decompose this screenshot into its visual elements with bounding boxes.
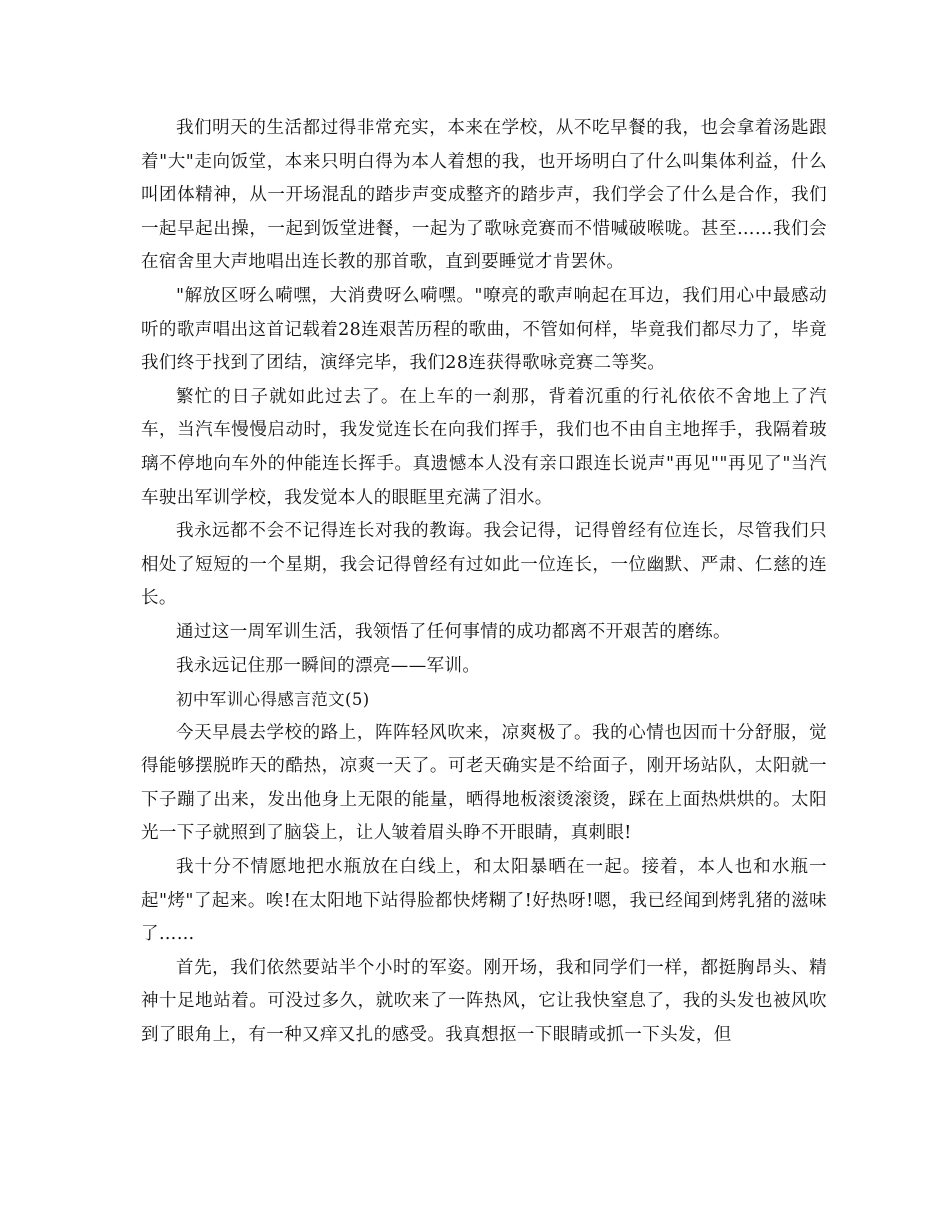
paragraph-commander-memory: 我永远都不会不记得连长对我的教诲。我会记得，记得曾经有位连长，尽管我们只相处了短短的一个星期，我会记得曾经有过如此一位连长，一位幽默、严肃、仁慈的连长。	[141, 521, 827, 609]
paragraph-farewell: 繁忙的日子就如此过去了。在上车的一刹那，背着沉重的行礼依依不舍地上了汽车，当汽车慢慢启动时，我发觉连长在向我们挥手，我们也不由自主地挥手，我隔着玻璃不停地向车外的仲能连长挥手。真遗憾本人没有亲口跟连长说声"再见""再见了"当汽车驶出军训学校，我发觉本人的眼眶里充满了泪水。	[141, 386, 827, 508]
paragraph-remember: 我永远记住那一瞬间的漂亮——军训。	[176, 655, 481, 676]
section-subtitle: 初中军训心得感言范文(5)	[176, 690, 370, 710]
paragraph-song-contest: "解放区呀么嗬嘿，大消费呀么嗬嘿。"嘹亮的歌声响起在耳边，我们用心中最感动听的歌声唱出这首记载着28连艰苦历程的歌曲，不管如何样，毕竟我们都尽力了，毕竟我们终于找到了团结，演绎完毕，我们28连获得歌咏竞赛二等奖。	[141, 285, 827, 374]
paragraph-stance: 首先，我们依然要站半个小时的军姿。刚开场，我和同学们一样，都挺胸昂头、精神十足地站着。可没过多久，就吹来了一阵热风，它让我快窒息了，我的头发也被风吹到了眼角上，有一种又痒又扎的感受。我真想抠一下眼睛或抓一下头发，但	[141, 957, 827, 1046]
document-body	[141, 112, 827, 1053]
paragraph-lesson: 通过这一周军训生活，我领悟了任何事情的成功都离不开艰苦的磨练。	[176, 621, 731, 642]
paragraph-dining-hall: 我们明天的生活都过得非常充实，本来在学校，从不吃早餐的我，也会拿着汤匙跟着"大"走向饭堂，本来只明白得为本人着想的我，也开场明白了什么叫集体利益，什么叫团体精神，从一开场混乱的踏步声变成整齐的踏步声，我们学会了什么是合作，我们一起早起出操，一起到饭堂进餐，一起为了歌咏竞赛而不惜喊破喉咙。甚至……我们会在宿舍里大声地唱出连长教的那首歌，直到要睡觉才肯罢休。	[141, 118, 827, 273]
paragraph-water-bottle: 我十分不情愿地把水瓶放在白线上，和太阳暴晒在一起。接着，本人也和水瓶一起"烤"了起来。唉!在太阳地下站得脸都快烤糊了!好热呀!嗯，我已经闻到烤乳猪的滋味了……	[141, 857, 827, 945]
paragraph-morning: 今天早晨去学校的路上，阵阵轻风吹来，凉爽极了。我的心情也因而十分舒服，觉得能够摆脱昨天的酷热，凉爽一天了。可老天确实是不给面子，刚开场站队，太阳就一下子蹦了出来，发出他身上无限的能量，晒得地板滚烫滚烫，踩在上面热烘烘的。太阳光一下子就照到了脑袋上，让人皱着眉头睁不开眼睛，真刺眼!	[141, 722, 827, 844]
